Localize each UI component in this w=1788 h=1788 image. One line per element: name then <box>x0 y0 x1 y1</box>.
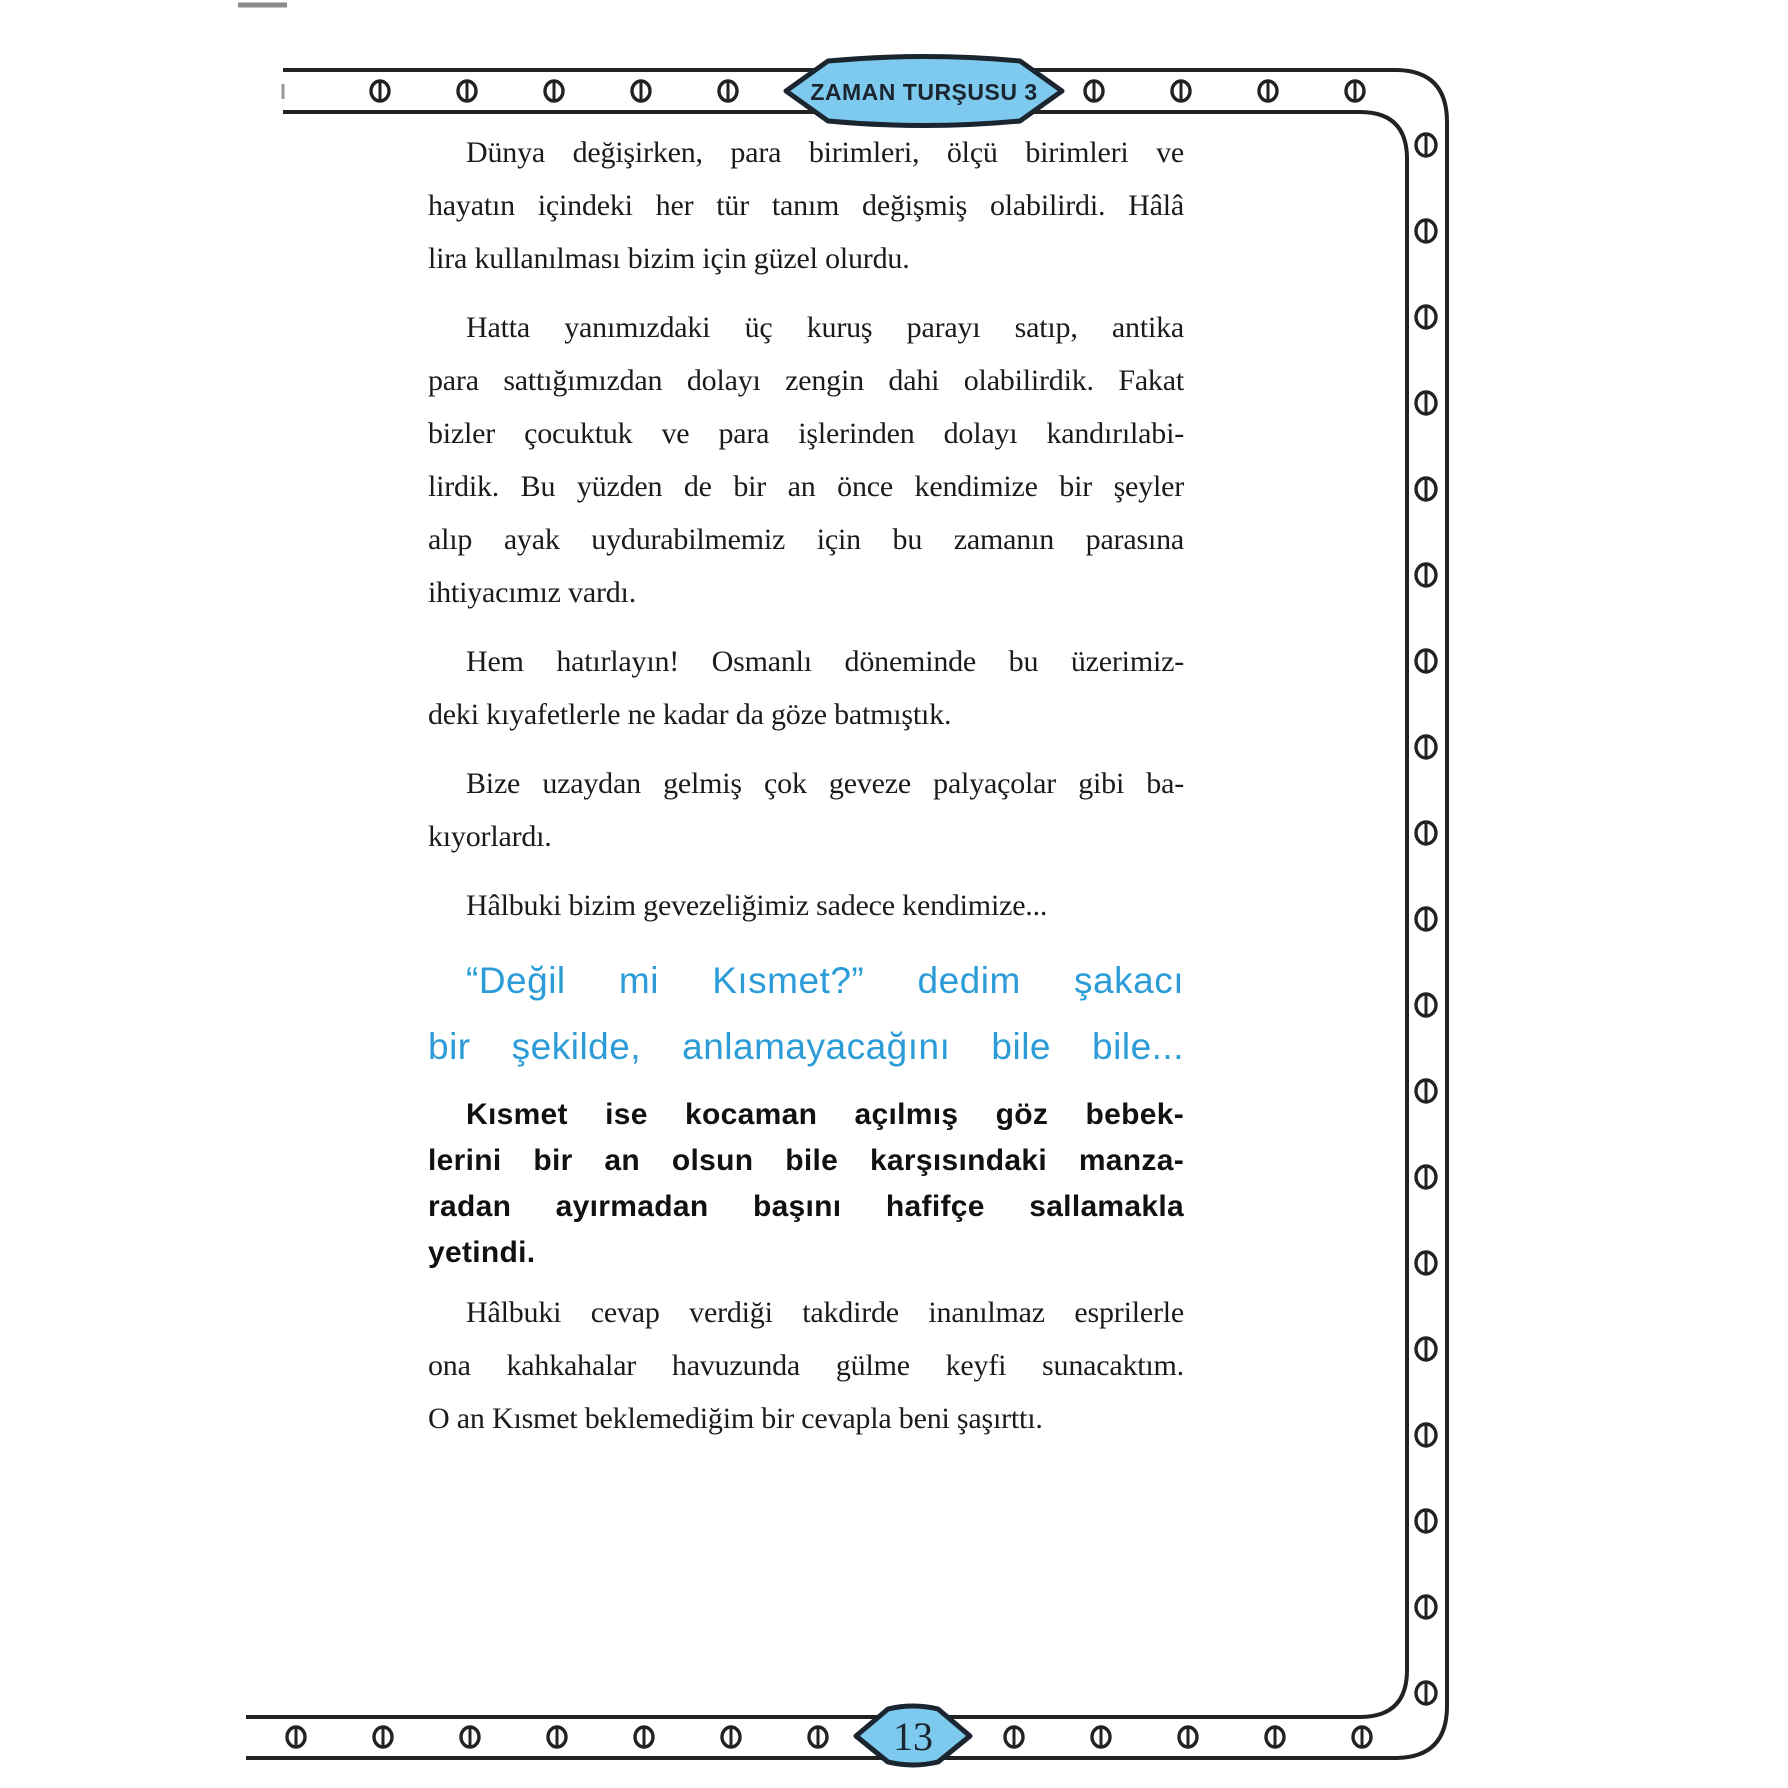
rivet-icon <box>1416 1596 1436 1618</box>
rivet-icon <box>1259 81 1277 101</box>
rivet-icon <box>1416 1252 1436 1274</box>
rivet-icon <box>1092 1727 1110 1747</box>
text-line: kıyorlardı. <box>428 820 552 853</box>
rivet-icon <box>719 81 737 101</box>
body-paragraph <box>428 1286 1184 1445</box>
text-line: lira kullanılması bizim için güzel olurdu. <box>428 242 910 275</box>
text-line: ihtiyacımız vardı. <box>428 576 636 609</box>
text-line: “Değil mi Kısmet?” dedim şakacı <box>466 960 1184 1001</box>
rivet-icon <box>1005 1727 1023 1747</box>
rivet-column-right <box>1416 134 1436 1704</box>
rivet-icon <box>548 1727 566 1747</box>
rivet-icon <box>1353 1727 1371 1747</box>
text-line: O an Kısmet beklemediğim bir cevapla beni şaşırttı. <box>428 1402 1043 1435</box>
rivet-icon <box>1416 564 1436 586</box>
text-line: Hem hatırlayın! Osmanlı döneminde bu üzerimiz- <box>466 645 1184 678</box>
rivet-icon <box>461 1727 479 1747</box>
rivet-icon <box>1416 1424 1436 1446</box>
rivet-icon <box>1416 908 1436 930</box>
body-paragraph <box>428 301 1184 619</box>
rivet-icon <box>1416 736 1436 758</box>
book-title: ZAMAN TURŞUSU 3 <box>810 79 1038 105</box>
text-line: Kısmet ise kocaman açılmış göz bebek- <box>466 1098 1184 1131</box>
rivet-icon <box>809 1727 827 1747</box>
text-line: lirdik. Bu yüzden de bir an önce kendimize bir şeyler <box>428 470 1184 503</box>
text-line: yetindi. <box>428 1236 536 1269</box>
quote-paragraph <box>428 948 1184 1080</box>
rivet-icon <box>1416 650 1436 672</box>
rivet-icon <box>371 81 389 101</box>
rivet-icon <box>1416 134 1436 156</box>
rivet-icon <box>635 1727 653 1747</box>
rivet-icon <box>1172 81 1190 101</box>
text-line: lerini bir an olsun bile karşısındaki manza- <box>428 1144 1184 1177</box>
text-line: Bize uzaydan gelmiş çok geveze palyaçolar gibi ba- <box>466 767 1184 800</box>
body-paragraph <box>428 757 1184 863</box>
text-line: bizler çocuktuk ve para işlerinden dolayı kandırılabi- <box>428 417 1184 450</box>
rivet-icon <box>374 1727 392 1747</box>
text-line: deki kıyafetlerle ne kadar da göze batmıştık. <box>428 698 952 731</box>
rivet-icon <box>1346 81 1364 101</box>
rivet-icon <box>1416 1166 1436 1188</box>
rivet-icon <box>1416 1080 1436 1102</box>
rivet-icon <box>1179 1727 1197 1747</box>
rivet-icon <box>1416 478 1436 500</box>
text-line: ona kahkahalar havuzunda gülme keyfi sunacaktım. <box>428 1349 1184 1382</box>
text-line: para sattığımızdan dolayı zengin dahi olabilirdik. Fakat <box>428 364 1184 397</box>
rivet-icon <box>1416 1510 1436 1532</box>
rivet-icon <box>287 1727 305 1747</box>
text-line: bir şekilde, anlamayacağını bile bile... <box>428 1026 1184 1067</box>
page-number: 13 <box>893 1714 933 1759</box>
rivet-icon <box>722 1727 740 1747</box>
rivet-icon <box>632 81 650 101</box>
rivet-icon <box>545 81 563 101</box>
text-line: Hâlbuki cevap verdiği takdirde inanılmaz esprilerle <box>466 1296 1184 1329</box>
rivet-icon <box>458 81 476 101</box>
body-paragraph <box>428 635 1184 741</box>
bold-paragraph <box>428 1092 1184 1276</box>
rivet-icon <box>1416 392 1436 414</box>
rivet-row-bottom <box>287 1727 1371 1747</box>
text-line: Dünya değişirken, para birimleri, ölçü birimleri ve <box>466 136 1184 169</box>
rivet-icon <box>1416 220 1436 242</box>
rivet-icon <box>1416 306 1436 328</box>
header-badge <box>786 57 1062 126</box>
text-line: radan ayırmadan başını hafifçe sallamakla <box>428 1190 1184 1223</box>
text-column <box>428 126 1184 1461</box>
text-line: hayatın içindeki her tür tanım değişmiş olabilirdi. Hâlâ <box>428 189 1184 222</box>
rivet-icon <box>1266 1727 1284 1747</box>
text-line: alıp ayak uydurabilmemiz için bu zamanın parasına <box>428 523 1184 556</box>
body-paragraph <box>428 879 1184 932</box>
rivet-icon <box>1416 994 1436 1016</box>
text-line: Hatta yanımızdaki üç kuruş parayı satıp, antika <box>466 311 1184 344</box>
body-paragraph <box>428 126 1184 285</box>
rivet-icon <box>1085 81 1103 101</box>
rivet-icon <box>1416 822 1436 844</box>
rivet-icon <box>1416 1682 1436 1704</box>
rivet-icon <box>1416 1338 1436 1360</box>
text-line: Hâlbuki bizim gevezeliğimiz sadece kendimize... <box>466 889 1048 922</box>
